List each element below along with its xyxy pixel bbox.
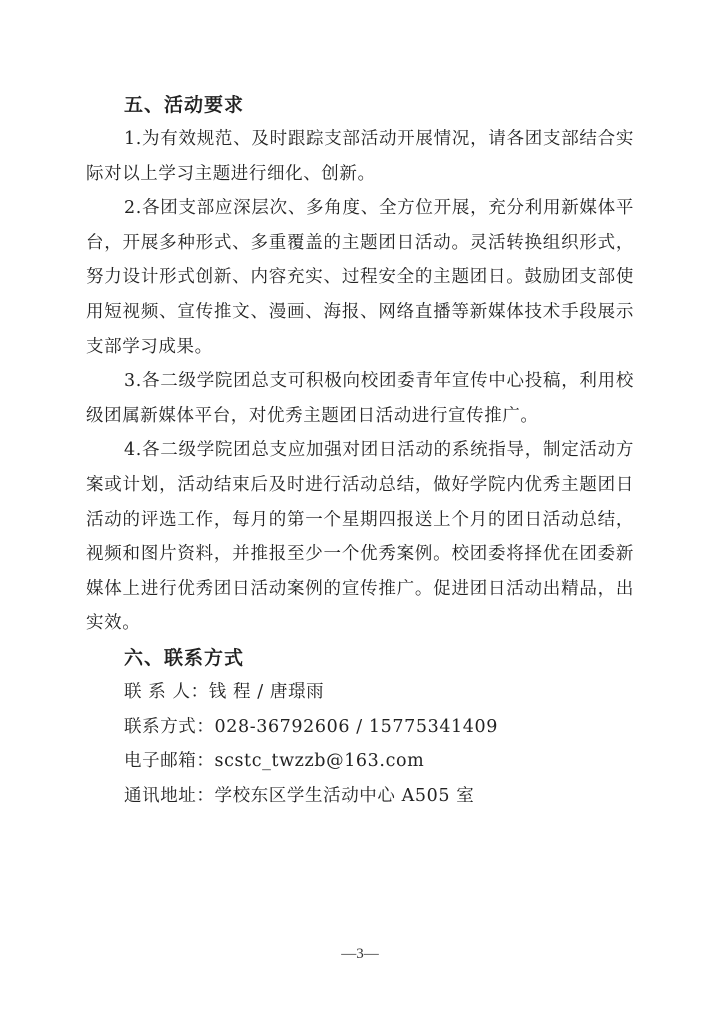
contact-phone: 联系方式：028-36792606 / 15775341409 bbox=[124, 716, 498, 737]
requirement-paragraph-4: 4.各二级学院团总支应加强对团日活动的系统指导，制定活动方案或计划，活动结束后及时进行活动总结，做好学院内优秀主题团日活动的评选工作，每月的第一个星期四报送上个月的团日活动总结，视频和图片资料，并推报至少一个优秀案例。校团委将择优在团委新媒体上进行优秀团日活动案例的宣传推广。促进团日活动出精品，出实效。 bbox=[86, 440, 634, 634]
contact-address: 通讯地址：学校东区学生活动中心 A505 室 bbox=[124, 785, 475, 806]
requirement-paragraph-3: 3.各二级学院团总支可积极向校团委青年宣传中心投稿，利用校级团属新媒体平台，对优秀主题团日活动进行宣传推广。 bbox=[86, 371, 634, 426]
requirement-paragraph-2: 2.各团支部应深层次、多角度、全方位开展，充分利用新媒体平台，开展多种形式、多重覆盖的主题团日活动。灵活转换组织形式，努力设计形式创新、内容充实、过程安全的主题团日。鼓励团支部使用短视频、宣传推文、漫画、海报、网络直播等新媒体技术手段展示支部学习成果。 bbox=[86, 198, 634, 357]
requirement-paragraph-1: 1.为有效规范、及时跟踪支部活动开展情况，请各团支部结合实际对以上学习主题进行细化、创新。 bbox=[86, 129, 634, 184]
contact-email: 电子邮箱：scstc_twzzb@163.com bbox=[124, 751, 425, 772]
document-body bbox=[86, 88, 634, 813]
section-heading-contact: 六、联系方式 bbox=[124, 646, 245, 669]
contact-person: 联 系 人：钱 程 / 唐璟雨 bbox=[124, 681, 325, 702]
section-heading-requirements: 五、活动要求 bbox=[124, 94, 245, 116]
page-number: —3— bbox=[341, 946, 379, 962]
